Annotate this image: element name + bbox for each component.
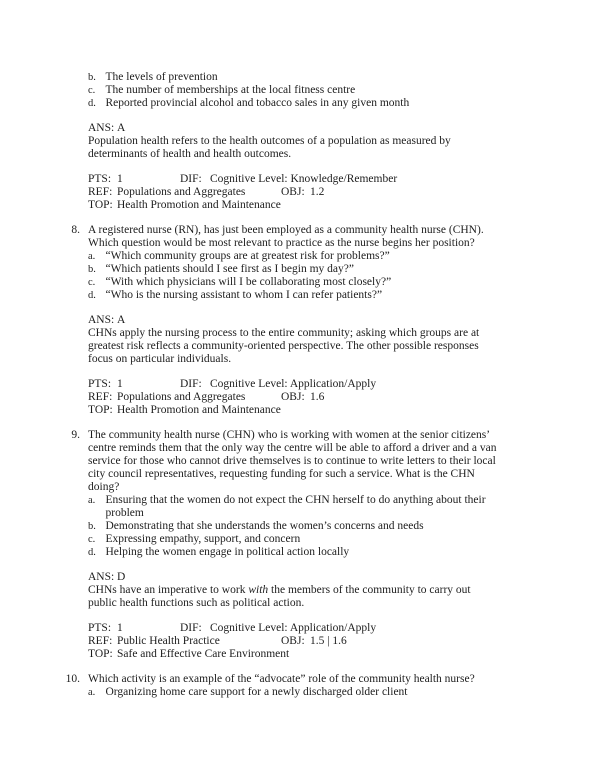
- option-text: [106, 494, 513, 520]
- question-stem-line: A registered nurse (RN), has just been employed as a community health nurse (CHN).: [88, 224, 484, 236]
- meta-ref-line: [88, 186, 512, 199]
- question-8: [71, 224, 512, 302]
- option-text: “Which community groups are at greatest risk for problems?”: [105, 250, 390, 262]
- rationale-line: greatest risk reflects a community-oriented perspective. The other possible responses: [88, 340, 479, 352]
- meta-pts-label: PTS:: [88, 173, 112, 185]
- meta-obj-label: OBJ:: [281, 391, 305, 403]
- meta-top-value: Safe and Effective Care Environment: [117, 648, 290, 660]
- rationale-italic-word: with: [248, 584, 269, 596]
- option-row: [88, 250, 512, 263]
- question-stem-line: city council representatives, requesting funding for such a service. What is the CHN: [88, 468, 475, 480]
- option-letter: d.: [88, 98, 96, 109]
- meta-top-line: [88, 648, 512, 661]
- rationale-line: public health functions such as political action.: [88, 597, 305, 609]
- meta-obj-label: OBJ:: [281, 186, 305, 198]
- meta-ref-value: Public Health Practice: [117, 635, 220, 647]
- option-row: [88, 263, 512, 276]
- question9-meta: [88, 622, 512, 661]
- meta-ref-label: REF:: [88, 391, 113, 403]
- option-letter: b.: [88, 72, 96, 83]
- option-letter: b.: [88, 521, 96, 532]
- meta-obj-value: 1.5 | 1.6: [310, 635, 347, 647]
- option-row: [88, 546, 512, 559]
- answer-line: [88, 571, 512, 584]
- question7-answer: [88, 122, 512, 161]
- option-row: [88, 71, 512, 84]
- meta-obj-value: 1.6: [310, 391, 325, 403]
- option-row: [88, 494, 512, 520]
- question-stem-line: doing?: [88, 481, 120, 493]
- meta-dif-value: Cognitive Level: Application/Apply: [210, 378, 377, 390]
- option-row: [88, 686, 512, 699]
- question7-options-fragment: [88, 71, 512, 110]
- question-9: [71, 429, 512, 559]
- option-row: [88, 97, 512, 110]
- meta-obj-label: OBJ:: [281, 635, 305, 647]
- question8-answer: [88, 314, 512, 366]
- question-10: [65, 673, 512, 699]
- document-content: [65, 71, 512, 711]
- option-letter: d.: [88, 547, 96, 558]
- meta-top-label: TOP:: [88, 199, 113, 211]
- meta-ref-line: [88, 635, 512, 648]
- option-letter: a.: [88, 251, 96, 262]
- meta-ref-line: [88, 391, 512, 404]
- question-stem-line: Which question would be most relevant to practice as the nurse begins her position?: [88, 237, 475, 249]
- meta-pts-value: 1: [117, 173, 123, 185]
- meta-obj-value: 1.2: [310, 186, 325, 198]
- meta-pts-value: 1: [117, 378, 123, 390]
- answer-line: [88, 314, 512, 327]
- option-text: The number of memberships at the local fitness centre: [105, 84, 356, 96]
- option-text: Reported provincial alcohol and tobacco sales in any given month: [105, 97, 410, 109]
- question-stem-line: centre reminds them that the only way the centre will be able to afford a driver and a van: [88, 442, 497, 454]
- question7-meta: [88, 173, 512, 212]
- meta-top-value: Health Promotion and Maintenance: [117, 404, 281, 416]
- meta-top-label: TOP:: [88, 648, 113, 660]
- option-row: [88, 533, 512, 546]
- option-text: Organizing home care support for a newly discharged older client: [105, 686, 408, 698]
- meta-top-line: [88, 404, 512, 417]
- option-letter: a.: [88, 687, 96, 698]
- meta-pts-line: [88, 173, 512, 186]
- meta-top-line: [88, 199, 512, 212]
- option-row: [88, 276, 512, 289]
- rationale-line: CHNs apply the nursing process to the entire community; asking which groups are at: [88, 327, 480, 339]
- meta-pts-value: 1: [117, 622, 123, 634]
- question-number: 10.: [65, 673, 80, 685]
- meta-pts-line: [88, 378, 512, 391]
- question-number: 8.: [71, 224, 80, 236]
- option-text: “Who is the nursing assistant to whom I can refer patients?”: [105, 289, 383, 301]
- question-stem-line: service for those who cannot drive themselves is to continue to write letters to their local: [88, 455, 496, 467]
- meta-ref-value: Populations and Aggregates: [117, 186, 246, 198]
- answer-value: A: [117, 122, 126, 134]
- meta-dif-label: DIF:: [180, 173, 202, 185]
- meta-ref-label: REF:: [88, 186, 113, 198]
- option-text: Expressing empathy, support, and concern: [105, 533, 301, 545]
- rationale-text: the members of the community to carry out: [268, 584, 471, 596]
- option-letter: b.: [88, 264, 96, 275]
- meta-top-label: TOP:: [88, 404, 113, 416]
- option-text-line: problem: [105, 507, 144, 519]
- rationale-line: determinants of health and health outcomes.: [88, 148, 292, 160]
- option-text: The levels of prevention: [105, 71, 218, 83]
- option-letter: d.: [88, 290, 96, 301]
- question-number: 9.: [71, 429, 80, 441]
- option-text: Helping the women engage in political action locally: [105, 546, 350, 558]
- answer-value: A: [117, 314, 126, 326]
- meta-dif-label: DIF:: [180, 378, 202, 390]
- rationale-text: CHNs have an imperative to work: [88, 584, 249, 596]
- option-text: “With which physicians will I be collaborating most closely?”: [105, 276, 392, 288]
- option-row: [88, 289, 512, 302]
- answer-value: D: [117, 571, 126, 583]
- meta-dif-value: Cognitive Level: Application/Apply: [210, 622, 377, 634]
- question9-answer: [88, 571, 512, 610]
- rationale-line: focus on particular individuals.: [88, 353, 232, 365]
- meta-ref-label: REF:: [88, 635, 113, 647]
- answer-label: ANS:: [88, 571, 115, 583]
- rationale-line: [88, 584, 512, 597]
- meta-pts-line: [88, 622, 512, 635]
- option-row: [88, 84, 512, 97]
- answer-line: [88, 122, 512, 135]
- question-stem-line: Which activity is an example of the “advocate” role of the community health nurse?: [88, 673, 475, 685]
- option-text-line: Ensuring that the women do not expect the CHN herself to do anything about their: [105, 494, 486, 506]
- option-letter: a.: [88, 495, 96, 506]
- option-letter: c.: [88, 85, 96, 96]
- option-text: “Which patients should I see first as I begin my day?”: [105, 263, 354, 275]
- answer-label: ANS:: [88, 314, 115, 326]
- meta-pts-label: PTS:: [88, 622, 112, 634]
- meta-dif-value: Cognitive Level: Knowledge/Remember: [210, 173, 398, 185]
- question8-meta: [88, 378, 512, 417]
- rationale-line: Population health refers to the health outcomes of a population as measured by: [88, 135, 451, 147]
- answer-label: ANS:: [88, 122, 115, 134]
- option-letter: c.: [88, 277, 96, 288]
- option-letter: c.: [88, 534, 96, 545]
- question-stem-line: The community health nurse (CHN) who is working with women at the senior citizens’: [88, 429, 491, 441]
- option-text: Demonstrating that she understands the women’s concerns and needs: [105, 520, 424, 532]
- meta-dif-label: DIF:: [180, 622, 202, 634]
- meta-ref-value: Populations and Aggregates: [117, 391, 246, 403]
- meta-top-value: Health Promotion and Maintenance: [117, 199, 281, 211]
- option-row: [88, 520, 512, 533]
- meta-pts-label: PTS:: [88, 378, 112, 390]
